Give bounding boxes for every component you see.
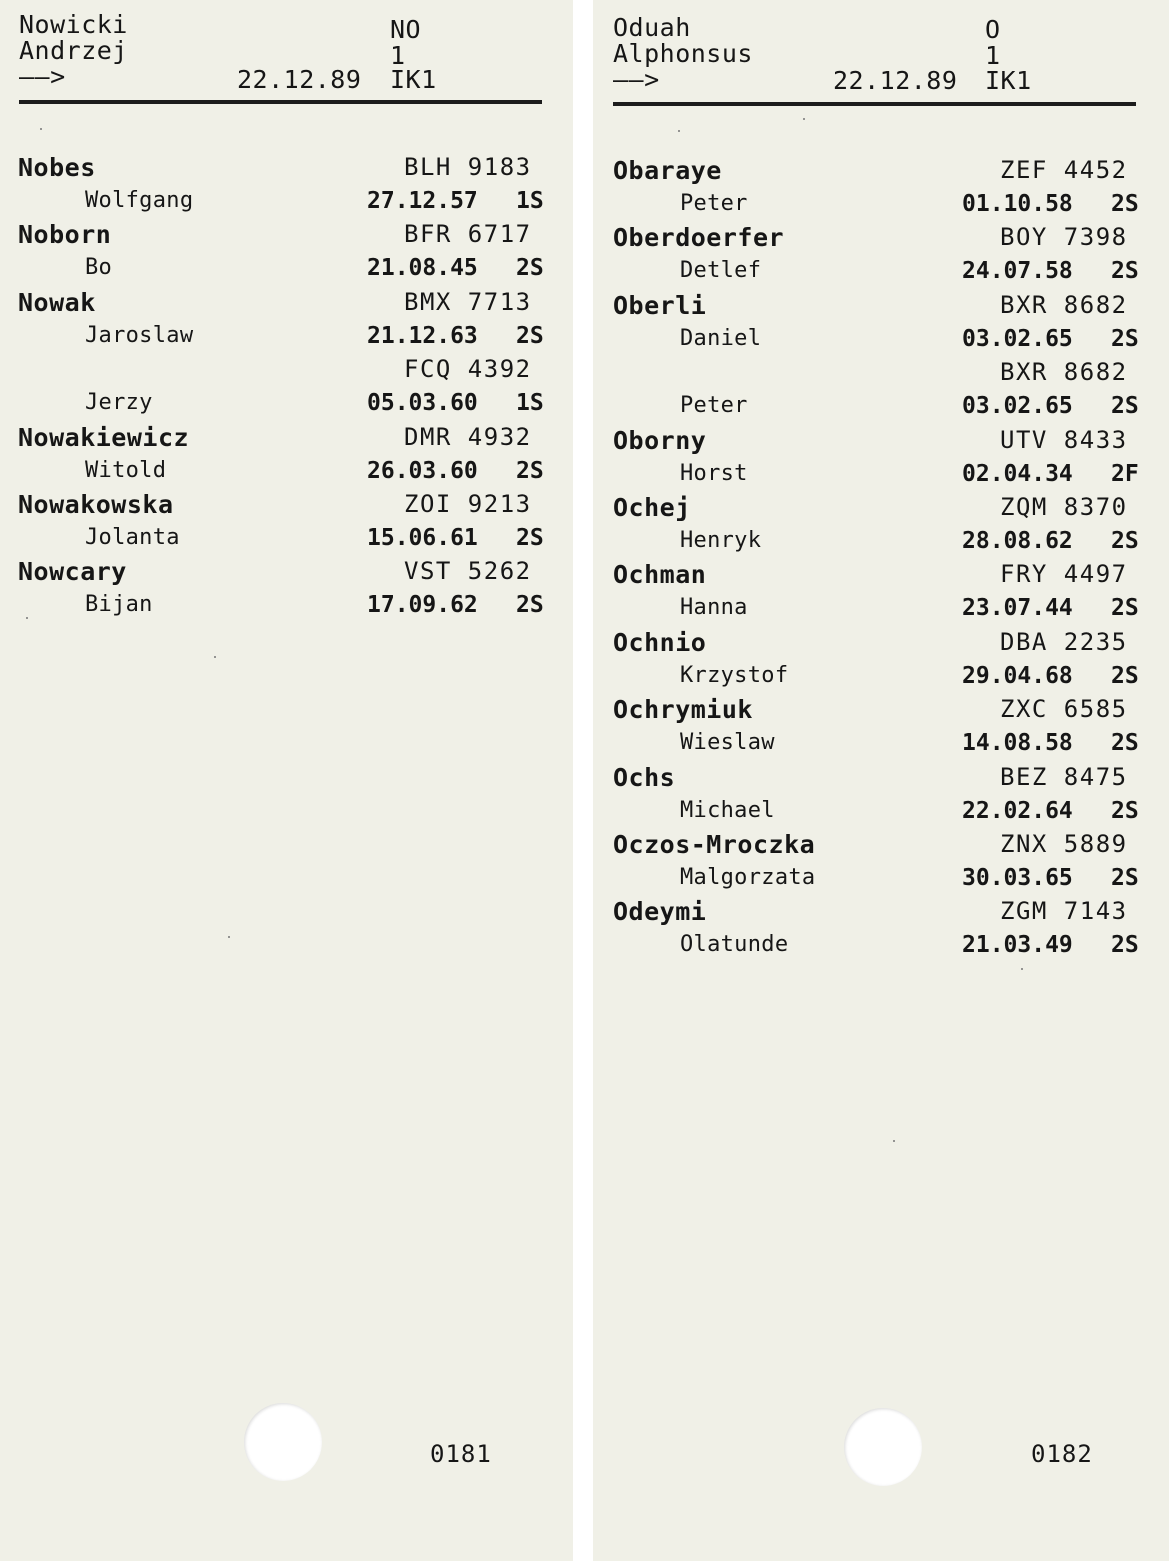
entry-firstname-row xyxy=(18,323,548,357)
card-number: 0182 xyxy=(1031,1440,1093,1468)
entry-grade: 2S xyxy=(1111,595,1139,622)
entry-surname: Odeymi xyxy=(613,897,707,927)
entry-surname: Nowakiewicz xyxy=(18,422,190,452)
entry-firstname: Wieslaw xyxy=(680,730,775,756)
entry-surname-row xyxy=(18,220,548,254)
entry-surname-row xyxy=(613,358,1143,392)
entry-grade: 2S xyxy=(516,525,544,551)
entry-firstname-row xyxy=(18,592,548,626)
entry-surname-row xyxy=(18,490,548,524)
header-number: 1 xyxy=(985,41,1001,70)
entry-firstname-row xyxy=(18,255,548,289)
entry-grade: 2S xyxy=(1111,865,1139,891)
paper-speck xyxy=(893,1140,895,1142)
entry-surname: Noborn xyxy=(18,220,112,250)
entry-surname: Ochs xyxy=(613,762,676,792)
entry-date: 21.12.63 xyxy=(367,322,478,349)
entry-code: FCQ 4392 xyxy=(404,355,532,384)
entry-surname-row xyxy=(613,628,1143,662)
entry-firstname: Jerzy xyxy=(85,390,153,416)
entry-grade: 2F xyxy=(1111,460,1139,487)
entry-surname: Oczos-Mroczka xyxy=(613,830,816,859)
paper-speck xyxy=(26,617,28,619)
header-ref: IK1 xyxy=(390,65,437,94)
entry-code: BOY 7398 xyxy=(1000,223,1128,252)
entry-firstname: Malgorzata xyxy=(680,865,816,890)
header-code: O xyxy=(985,15,1001,44)
entry-surname: Ochman xyxy=(613,560,707,590)
entry-grade: 2S xyxy=(516,592,544,619)
entry-surname-row xyxy=(613,426,1143,460)
entry-code: DMR 4932 xyxy=(404,422,532,451)
index-card-left xyxy=(0,0,573,1561)
entry-surname: Ochnio xyxy=(613,627,707,657)
entry-surname: Oberli xyxy=(613,290,707,320)
entry-surname-row xyxy=(613,560,1143,594)
entry-date: 23.07.44 xyxy=(962,595,1073,622)
entry-date: 03.02.65 xyxy=(962,325,1073,352)
entry-code: BMX 7713 xyxy=(404,287,532,316)
entry-firstname: Daniel xyxy=(680,325,762,351)
entry-firstname: Michael xyxy=(680,797,775,823)
entry-surname: Oborny xyxy=(613,425,707,455)
entry-surname-row xyxy=(613,897,1143,931)
entry-grade: 2S xyxy=(1111,662,1139,689)
entry-date: 21.08.45 xyxy=(367,255,478,282)
entry-date: 21.03.49 xyxy=(962,932,1073,959)
entry-date: 03.02.65 xyxy=(962,393,1073,420)
entry-code: BLH 9183 xyxy=(404,153,532,181)
entry-date: 17.09.62 xyxy=(367,592,478,619)
entry-firstname: Witold xyxy=(85,457,167,483)
entry-code: UTV 8433 xyxy=(1000,425,1128,454)
entry-firstname-row xyxy=(18,525,548,559)
entry-date: 30.03.65 xyxy=(962,865,1073,891)
entry-firstname-row xyxy=(613,528,1143,562)
header-surname: Oduah xyxy=(613,13,691,42)
header-date: 22.12.89 xyxy=(237,65,362,94)
header-firstname: Alphonsus xyxy=(613,39,753,68)
entry-firstname: Krzystof xyxy=(680,662,789,688)
entry-firstname: Peter xyxy=(680,393,748,419)
entry-grade: 2S xyxy=(516,457,544,484)
entry-surname-row xyxy=(18,557,548,591)
entry-date: 29.04.68 xyxy=(962,662,1073,689)
entry-firstname-row xyxy=(18,390,548,424)
entry-firstname: Detlef xyxy=(680,258,762,284)
entry-grade: 2S xyxy=(1111,393,1139,420)
entry-surname: Ochrymiuk xyxy=(613,695,753,725)
header-rule xyxy=(613,102,1136,106)
paper-speck xyxy=(228,936,230,938)
entry-firstname: Peter xyxy=(680,191,748,216)
entry-surname-row xyxy=(613,156,1143,190)
entry-code: ZEF 4452 xyxy=(1000,156,1128,184)
entry-grade: 2S xyxy=(516,322,544,349)
header-date: 22.12.89 xyxy=(833,66,958,95)
entry-surname-row xyxy=(18,153,548,187)
header-arrow: ——> xyxy=(19,62,66,91)
index-card-right xyxy=(593,0,1169,1561)
entry-firstname: Olatunde xyxy=(680,932,789,958)
entry-firstname-row xyxy=(613,326,1143,360)
header-code: NO xyxy=(390,15,422,44)
entry-date: 02.04.34 xyxy=(962,460,1073,487)
entry-surname-row xyxy=(18,288,548,322)
entry-firstname: Bo xyxy=(85,255,113,281)
entry-firstname-row xyxy=(613,393,1143,427)
entry-code: ZOI 9213 xyxy=(404,490,532,518)
paper-speck xyxy=(40,128,42,130)
entry-grade: 2S xyxy=(1111,528,1139,554)
entry-surname: Oberdoerfer xyxy=(613,223,785,253)
entry-surname-row xyxy=(18,355,548,389)
entry-firstname: Henryk xyxy=(680,528,762,553)
punch-hole xyxy=(244,1403,322,1481)
entry-surname: Nobes xyxy=(18,153,96,182)
entry-grade: 2S xyxy=(516,255,544,282)
entry-code: ZGM 7143 xyxy=(1000,897,1128,926)
paper-speck xyxy=(1021,968,1023,970)
paper-speck xyxy=(678,130,680,132)
entry-firstname-row xyxy=(613,865,1143,899)
entry-firstname-row xyxy=(613,461,1143,495)
card-number: 0181 xyxy=(430,1440,492,1468)
entry-surname-row xyxy=(613,695,1143,729)
entry-date: 05.03.60 xyxy=(367,390,478,417)
paper-speck xyxy=(214,656,216,658)
entry-firstname: Jaroslaw xyxy=(85,322,194,348)
entry-firstname: Wolfgang xyxy=(85,188,194,213)
entry-surname: Obaraye xyxy=(613,156,722,185)
punch-hole xyxy=(844,1408,922,1486)
entry-firstname-row xyxy=(613,258,1143,292)
entry-surname-row xyxy=(613,223,1143,257)
entry-date: 15.06.61 xyxy=(367,525,478,551)
entry-code: FRY 4497 xyxy=(1000,560,1128,589)
entry-firstname-row xyxy=(613,730,1143,764)
entry-surname: Nowak xyxy=(18,287,96,317)
entry-surname-row xyxy=(613,763,1143,797)
entry-firstname-row xyxy=(613,932,1143,966)
entry-firstname-row xyxy=(18,458,548,492)
entry-code: BFR 6717 xyxy=(404,220,532,249)
entry-surname-row xyxy=(613,493,1143,527)
entry-code: ZXC 6585 xyxy=(1000,695,1128,724)
header-arrow: ——> xyxy=(613,65,660,94)
entry-code: ZQM 8370 xyxy=(1000,493,1128,521)
entry-date: 27.12.57 xyxy=(367,188,478,214)
entry-surname-row xyxy=(613,291,1143,325)
entry-firstname: Bijan xyxy=(85,592,153,618)
header-firstname: Andrzej xyxy=(19,36,128,65)
entry-firstname: Horst xyxy=(680,460,748,486)
entry-date: 14.08.58 xyxy=(962,730,1073,757)
entry-firstname-row xyxy=(613,663,1143,697)
header-ref: IK1 xyxy=(985,66,1032,95)
entry-grade: 1S xyxy=(516,390,544,417)
entry-firstname-row xyxy=(613,798,1143,832)
entry-grade: 2S xyxy=(1111,730,1139,757)
entry-code: BEZ 8475 xyxy=(1000,762,1128,791)
entry-grade: 2S xyxy=(1111,258,1139,285)
entry-code: BXR 8682 xyxy=(1000,358,1128,387)
entry-firstname-row xyxy=(613,191,1143,225)
entry-grade: 2S xyxy=(1111,797,1139,824)
paper-speck xyxy=(803,118,805,120)
header-rule xyxy=(19,100,542,104)
entry-surname: Ochej xyxy=(613,493,691,522)
entry-date: 22.02.64 xyxy=(962,797,1073,824)
entry-surname-row xyxy=(18,423,548,457)
entry-date: 01.10.58 xyxy=(962,191,1073,217)
entry-surname: Nowakowska xyxy=(18,490,174,519)
entry-firstname: Hanna xyxy=(680,595,748,621)
entry-firstname-row xyxy=(613,595,1143,629)
entry-grade: 2S xyxy=(1111,325,1139,352)
entry-code: VST 5262 xyxy=(404,557,532,586)
entry-code: ZNX 5889 xyxy=(1000,830,1128,858)
header-surname: Nowicki xyxy=(19,10,128,39)
entry-surname: Nowcary xyxy=(18,557,127,587)
entry-grade: 1S xyxy=(516,188,544,214)
header-number: 1 xyxy=(390,41,406,70)
entry-grade: 2S xyxy=(1111,932,1139,959)
entry-code: DBA 2235 xyxy=(1000,627,1128,656)
entry-date: 28.08.62 xyxy=(962,528,1073,554)
entry-code: BXR 8682 xyxy=(1000,290,1128,319)
entry-firstname-row xyxy=(18,188,548,222)
entry-date: 24.07.58 xyxy=(962,258,1073,285)
entry-surname-row xyxy=(613,830,1143,864)
entry-grade: 2S xyxy=(1111,191,1139,217)
entry-firstname: Jolanta xyxy=(85,525,180,550)
entry-date: 26.03.60 xyxy=(367,457,478,484)
